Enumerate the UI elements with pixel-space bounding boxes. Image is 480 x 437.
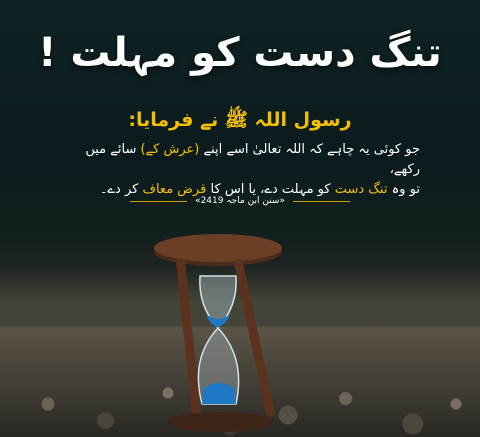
source-reference: «سنن ابن ماجہ 2419»	[195, 196, 285, 206]
hadith-intro: رسول اللہ ﷺ نے فرمایا:	[128, 109, 352, 131]
hourglass-post-right	[233, 259, 275, 417]
hourglass-top-cap-face	[154, 234, 282, 262]
divider-line	[293, 201, 350, 202]
highlight-arsh: (عرش کے)	[140, 142, 200, 157]
highlight-qarz-maaf: قرض معاف	[142, 182, 207, 197]
text-segment: جو کوئی یہ چاہے کہ اللہ تعالیٰ اسے اپنے	[203, 142, 420, 157]
hourglass-base	[168, 412, 272, 432]
text-segment: سائے میں رکھے،	[85, 142, 420, 177]
hourglass-image	[150, 228, 290, 437]
text-segment: کو مہلت دے، یا اس کا	[210, 182, 331, 197]
text-segment: کر دے۔	[99, 182, 139, 197]
divider-line	[130, 201, 187, 202]
hadith-text	[60, 140, 420, 200]
hourglass-post-left	[176, 258, 202, 418]
text-segment: تو وہ	[391, 182, 420, 197]
hadith-line-1	[60, 140, 420, 180]
post-title: تنگ دست کو مہلت !	[38, 30, 442, 76]
highlight-tang-dast: تنگ دست	[334, 182, 388, 197]
hadith-source	[130, 196, 350, 206]
